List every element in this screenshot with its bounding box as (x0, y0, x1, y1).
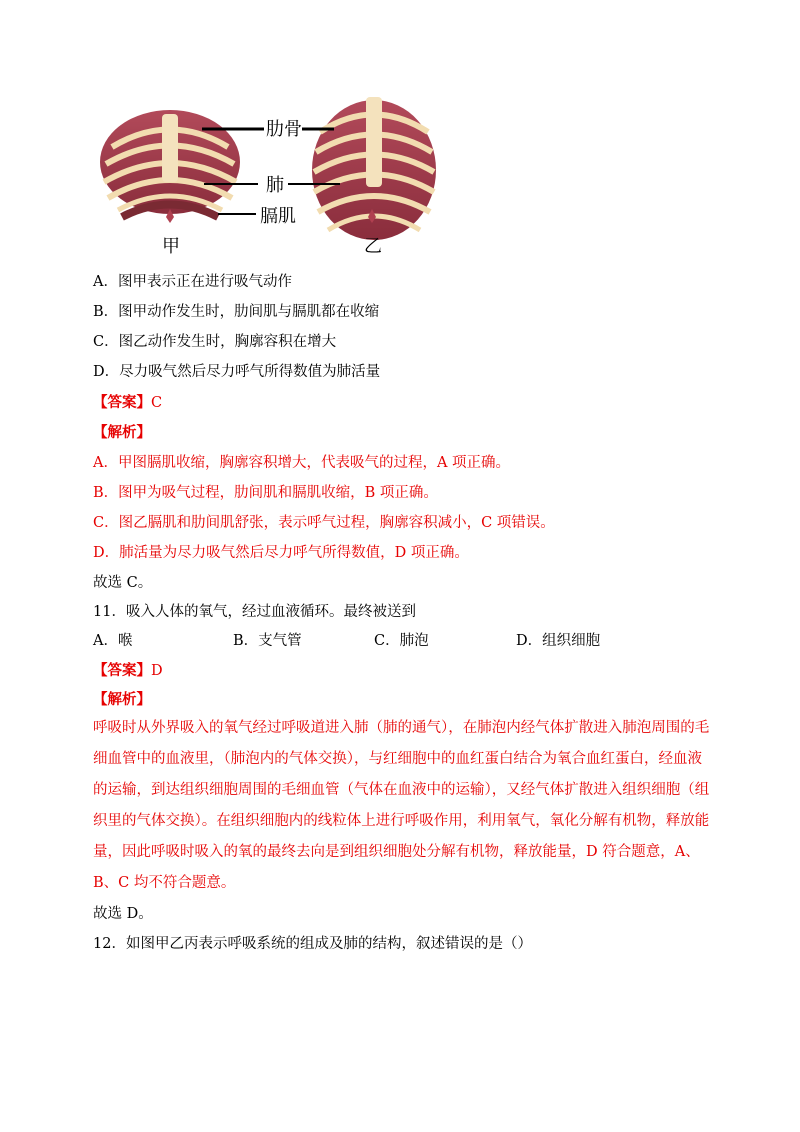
q10-analysis-b: B．图甲为吸气过程，肋间肌和膈肌收缩，B 项正确。 (93, 485, 438, 501)
q11-option-b: B．支气管 (233, 633, 302, 649)
diaphragm-label: 膈肌 (260, 206, 296, 227)
q11-analysis-line: B、C 均不符合题意。 (93, 875, 236, 891)
q11-analysis-paragraph (93, 713, 713, 899)
rib-label: 肋骨 (266, 119, 302, 140)
q11-analysis-line: 细血管中的血液里，（肺泡内的气体交换），与红细胞中的血红蛋白结合为氧合血红蛋白，经血液 (93, 751, 702, 767)
q10-option-c: C．图乙动作发生时，胸廓容积在增大 (93, 334, 337, 350)
q10-analysis-d: D．肺活量为尽力吸气然后尽力呼气所得数值，D 项正确。 (93, 545, 469, 561)
q10-analysis-a: A．甲图膈肌收缩，胸廓容积增大，代表吸气的过程，A 项正确。 (93, 455, 511, 471)
q10-option-a: A．图甲表示正在进行吸气动作 (93, 274, 292, 290)
q11-analysis-line: 的运输，到达组织细胞周围的毛细血管（气体在血液中的运输），又经气体扩散进入组织细胞（组 (93, 782, 710, 798)
answer-value: D (151, 663, 163, 679)
q11-analysis-label: 【解析】 (93, 691, 151, 708)
q11-option-d: D．组织细胞 (516, 633, 601, 649)
q10-option-b: B．图甲动作发生时，肋间肌与膈肌都在收缩 (93, 304, 380, 320)
answer-value: C (151, 395, 163, 411)
caption-jia: 甲 (162, 236, 180, 257)
q10-analysis-c: C．图乙膈肌和肋间肌舒张，表示呼气过程，胸廓容积减小，C 项错误。 (93, 515, 555, 531)
lung-label: 肺 (266, 175, 284, 196)
q11-option-a: A．喉 (93, 633, 133, 649)
q12-stem: 12．如图甲乙丙表示呼吸系统的组成及肺的结构，叙述错误的是（） (93, 936, 532, 952)
q11-answer (93, 661, 163, 681)
q11-analysis-line: 织里的气体交换）。在组织细胞内的线粒体上进行呼吸作用，利用氧气，氧化分解有机物，释放能 (93, 813, 710, 829)
answer-label: 【答案】 (93, 662, 151, 679)
q10-analysis-label: 【解析】 (93, 424, 151, 441)
q11-conclusion: 故选 D。 (93, 906, 153, 922)
q10-option-d: D．尽力吸气然后尽力呼气所得数值为肺活量 (93, 364, 381, 380)
caption-yi: 乙 (364, 236, 382, 257)
q10-conclusion: 故选 C。 (93, 575, 153, 591)
q11-analysis-line: 呼吸时从外界吸入的氧气经过呼吸道进入肺（肺的通气），在肺泡内经气体扩散进入肺泡周围的毛 (93, 720, 710, 736)
q11-option-c: C．肺泡 (374, 633, 429, 649)
answer-label: 【答案】 (93, 394, 151, 411)
ribcage-right-image (312, 97, 436, 240)
q11-analysis-line: 量，因此呼吸时吸入的氧的最终去向是到组织细胞处分解有机物，释放能量，D 符合题意，A、 (93, 844, 700, 860)
ribcage-left-image (100, 110, 240, 223)
thorax-figure (92, 92, 452, 260)
q11-stem: 11．吸入人体的氧气，经过血液循环。最终被送到 (93, 604, 416, 620)
q10-answer (93, 393, 162, 413)
